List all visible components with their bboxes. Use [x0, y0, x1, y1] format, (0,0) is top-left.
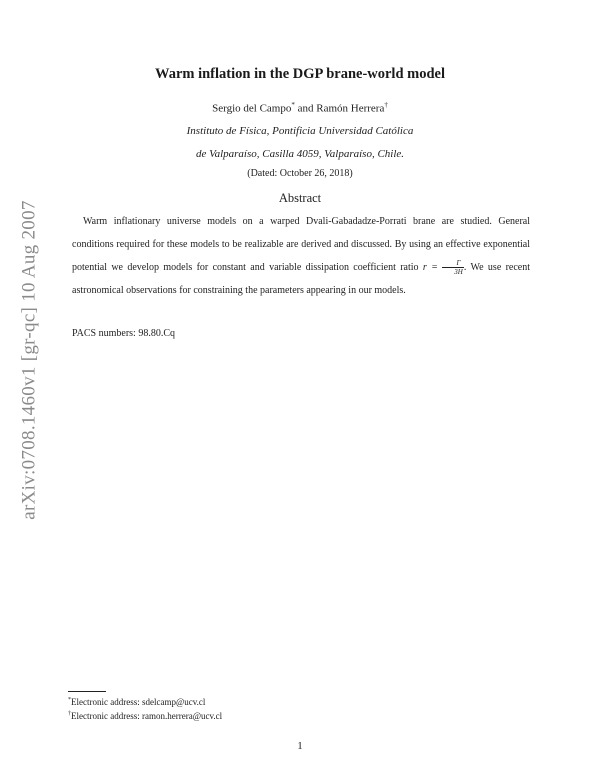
footnote-1	[68, 697, 205, 707]
footnote-1-text: Electronic address: sdelcamp@ucv.cl	[71, 697, 206, 707]
footnote-1-mark: *	[68, 697, 71, 703]
paper-title: Warm inflation in the DGP brane-world model	[155, 66, 445, 82]
author-1: Sergio del Campo	[212, 102, 292, 115]
abstract-body	[72, 210, 530, 302]
formula-denominator: 3H	[454, 268, 463, 276]
footnote-2-text: Electronic address: ramon.herrera@ucv.cl	[71, 711, 223, 721]
formula-fraction	[442, 259, 464, 276]
dated-line: (Dated: October 26, 2018)	[247, 168, 353, 179]
arxiv-sidebar-stamp	[10, 190, 50, 530]
abstract-text-1: Warm inflationary universe models on a warped Dvali-Gabadadze-Porrati brane are studied. General conditions required for these models to be realizable are derived and discussed. By using an effective exponential potential we develop models for constant and variable dissipation coefficient ratio	[72, 216, 530, 273]
pacs-numbers: PACS numbers: 98.80.Cq	[72, 328, 175, 339]
footnote-2-mark: †	[68, 711, 71, 717]
footnote-2	[68, 711, 222, 721]
formula-lhs: r =	[422, 262, 438, 273]
affiliation-line-1: Instituto de Física, Pontificia Universidad Católica	[186, 125, 414, 137]
author-2: and Ramón Herrera	[294, 102, 385, 115]
abstract-heading: Abstract	[278, 191, 322, 205]
author-1-mark: *	[291, 101, 295, 109]
author-line	[0, 101, 600, 115]
author-2-mark: †	[384, 101, 388, 109]
formula-numerator: Γ	[442, 259, 464, 268]
arxiv-id: arXiv:0708.1460v1 [gr-qc] 10 Aug 2007	[19, 200, 40, 520]
abstract-text-2: . We use recent astronomical observations for constraining the parameters appearing in our models.	[72, 262, 531, 296]
page-number: 1	[297, 740, 303, 752]
footnote-rule	[68, 691, 106, 692]
affiliation-line-2: de Valparaíso, Casilla 4059, Valparaíso, Chile.	[195, 148, 405, 160]
